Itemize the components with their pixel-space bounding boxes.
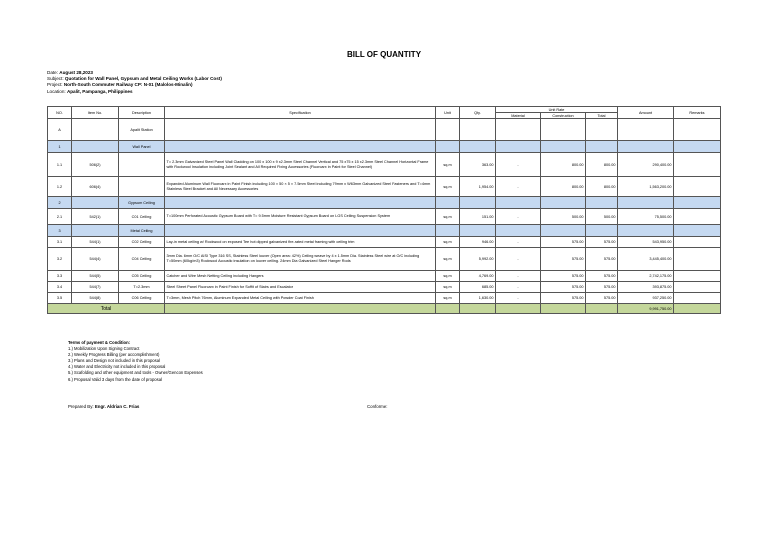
- row-construction: 575.00: [541, 248, 586, 271]
- row-amount: 393,875.00: [618, 282, 674, 293]
- section-empty-cell: [586, 197, 618, 209]
- table-row: [48, 153, 721, 177]
- row-total: 575.00: [586, 271, 618, 282]
- section-empty-cell: [496, 141, 541, 153]
- payment-term-item: 1.) Mobilization Upon Signing Contract: [68, 346, 140, 352]
- section-no: 3: [48, 225, 72, 237]
- row-specification: 3mm Dia. 6mm O/C AISI Type 316 SS, Stainless Steel louver (Open area: 42%) Ceiling weave by 4 x 1.5mm Dia. Stainless Steel wire at O/C including T=50mm (60kg/m3) Rockwool Acoustic insulation on louver ceiling. 24mm Dia Galvanized Steel Hanger Rods: [165, 248, 436, 271]
- row-construction: 800.00: [541, 177, 586, 197]
- row-amount: 543,950.00: [618, 237, 674, 248]
- section-empty-cell: [618, 225, 674, 237]
- col-header-remarks: Remarks: [674, 107, 721, 119]
- total-empty-cell: [436, 304, 460, 314]
- prepared-by-label: Prepared By:: [68, 404, 94, 409]
- total-row: [48, 304, 721, 314]
- row-description: C04 Ceiling: [119, 248, 165, 271]
- row-specification: Lay-in metal ceiling w/ Rockwool on exposed Tee hot dipped galvanized fire-rated metal framing with ceiling trim: [165, 237, 436, 248]
- col-header-unit: Unit: [436, 107, 460, 119]
- table-row: [48, 237, 721, 248]
- row-no: 3.2: [48, 248, 72, 271]
- row-material: -: [496, 153, 541, 177]
- row-specification: Catcher and Wire Mesh Netting Ceiling including Hangers: [165, 271, 436, 282]
- section-empty-cell: [618, 197, 674, 209]
- row-item-no: 544(1): [72, 237, 119, 248]
- row-remarks: [674, 153, 721, 177]
- row-qty: 5,992.00: [460, 248, 496, 271]
- row-no: 3.5: [48, 293, 72, 304]
- section-empty-cell: [436, 225, 460, 237]
- row-total: 575.00: [586, 237, 618, 248]
- total-empty-cell: [541, 304, 586, 314]
- row-item-no: 606(4): [72, 177, 119, 197]
- row-construction: 575.00: [541, 271, 586, 282]
- page-title: BILL OF QUANTITY: [346, 50, 422, 59]
- section-description: Wall Panel: [119, 141, 165, 153]
- row-remarks: [674, 209, 721, 225]
- row-material: -: [496, 209, 541, 225]
- section-no: 1: [48, 141, 72, 153]
- col-header-specification: Specification: [165, 107, 436, 119]
- row-construction: 575.00: [541, 282, 586, 293]
- row-no: 3.4: [48, 282, 72, 293]
- section-empty-cell: [436, 141, 460, 153]
- section-empty-cell: [460, 225, 496, 237]
- section-empty-cell: [72, 141, 119, 153]
- row-total: 800.00: [586, 153, 618, 177]
- row-material: -: [496, 282, 541, 293]
- col-header-description: Description: [119, 107, 165, 119]
- bill-of-quantity-table: [47, 106, 721, 314]
- section-empty-cell: [165, 141, 436, 153]
- row-description: [119, 153, 165, 177]
- row-total: 575.00: [586, 282, 618, 293]
- row-construction: 800.00: [541, 153, 586, 177]
- section-empty-cell: [674, 197, 721, 209]
- total-empty-cell: [586, 304, 618, 314]
- row-description: C05 Ceiling: [119, 271, 165, 282]
- section-row: [48, 197, 721, 209]
- row-unit: sq.m: [436, 177, 460, 197]
- table-row: [48, 282, 721, 293]
- col-header-qty: Qty.: [460, 107, 496, 119]
- row-specification: T=3mm, Mesh Pitch 76mm, Aluminum Expanded Metal Ceiling with Powder Coat Finish: [165, 293, 436, 304]
- row-qty: 1,630.00: [460, 293, 496, 304]
- row-unit: sq.m: [436, 209, 460, 225]
- section-no: 2: [48, 197, 72, 209]
- table-row: [48, 293, 721, 304]
- table-row: [48, 271, 721, 282]
- section-empty-cell: [541, 225, 586, 237]
- payment-terms-title: Terms of payment & Condition:: [68, 340, 131, 345]
- station-description: Apalit Station: [119, 119, 165, 141]
- row-qty: 946.00: [460, 237, 496, 248]
- total-empty-cell: [674, 304, 721, 314]
- col-header-material: Material: [496, 113, 541, 119]
- row-amount: 75,500.00: [618, 209, 674, 225]
- row-item-no: 542(1): [72, 209, 119, 225]
- row-item-no: 544(7): [72, 282, 119, 293]
- row-amount: 1,563,200.00: [618, 177, 674, 197]
- row-description: C06 Ceiling: [119, 293, 165, 304]
- col-header-amount: Amount: [618, 107, 674, 119]
- row-no: 1.1: [48, 153, 72, 177]
- section-empty-cell: [496, 197, 541, 209]
- section-description: Metal Ceiling: [119, 225, 165, 237]
- payment-term-item: 6.) Proposal Valid 3 days from the date of proposal: [68, 376, 162, 382]
- total-empty-cell: [496, 304, 541, 314]
- row-remarks: [674, 282, 721, 293]
- section-empty-cell: [586, 141, 618, 153]
- section-row: [48, 225, 721, 237]
- prepared-by-name: Engr. Aldrian C. Frias: [94, 404, 140, 409]
- row-remarks: [674, 293, 721, 304]
- row-total: 575.00: [586, 293, 618, 304]
- row-total: 500.00: [586, 209, 618, 225]
- row-unit: sq.m: [436, 282, 460, 293]
- prepared-by: [68, 404, 139, 409]
- section-row: [48, 141, 721, 153]
- row-construction: 500.00: [541, 209, 586, 225]
- row-description: T=2.3mm: [119, 282, 165, 293]
- section-empty-cell: [72, 225, 119, 237]
- row-specification: Steel Sheet Panel Fluorcarx in Paint Finish for Soffit of Stairs and Escalator: [165, 282, 436, 293]
- payment-terms: [68, 340, 203, 383]
- row-material: -: [496, 248, 541, 271]
- row-remarks: [674, 271, 721, 282]
- section-empty-cell: [618, 141, 674, 153]
- row-material: -: [496, 237, 541, 248]
- row-amount: 290,400.00: [618, 153, 674, 177]
- row-item-no: 544(8): [72, 293, 119, 304]
- row-no: 3.1: [48, 237, 72, 248]
- table-row: [48, 177, 721, 197]
- total-empty-cell: [165, 304, 436, 314]
- row-construction: 575.00: [541, 293, 586, 304]
- row-specification: Expanded Aluminum Wall Fluorcarx in Paint Finish including 100 × 50 × 5 × 7.5mm Steel including 79mm x W63mm Galvanized Steel Fasteners and T=4mm Stainless Steel Bracket and All Necessary Accessories: [165, 177, 436, 197]
- station-row: [48, 119, 721, 141]
- row-unit: sq.m: [436, 237, 460, 248]
- row-description: C02 Ceiling: [119, 237, 165, 248]
- row-amount: 937,250.00: [618, 293, 674, 304]
- table-header-row: [48, 107, 721, 113]
- payment-term-item: 5.) Scafolding and other equipment and tools - Owner/Gencon Expenses: [68, 370, 203, 376]
- meta-subject: Subject: Quotation for Wall Panel, Gypsum and Metal Ceiling Works (Labor Cost): [47, 76, 222, 82]
- meta-date: Date: August 28,2023: [47, 70, 93, 75]
- total-amount: 9,991,750.00: [618, 304, 674, 314]
- row-no: 1.2: [48, 177, 72, 197]
- row-remarks: [674, 177, 721, 197]
- meta-location: Location: Apalit, Pampanga, Philippines: [47, 88, 133, 94]
- table-row: [48, 248, 721, 271]
- row-unit: sq.m: [436, 271, 460, 282]
- row-material: -: [496, 177, 541, 197]
- row-total: 575.00: [586, 248, 618, 271]
- conforme-label: Conforme:: [367, 404, 388, 409]
- col-header-unit-rate: Unit Rate: [496, 107, 618, 113]
- payment-term-item: 2.) Weekly Progress Billing (per accomplishment): [68, 352, 160, 358]
- row-item-no: 544(4): [72, 248, 119, 271]
- section-empty-cell: [541, 197, 586, 209]
- row-qty: 685.00: [460, 282, 496, 293]
- section-empty-cell: [72, 197, 119, 209]
- section-empty-cell: [674, 225, 721, 237]
- section-empty-cell: [436, 197, 460, 209]
- row-material: -: [496, 293, 541, 304]
- row-unit: sq.m: [436, 293, 460, 304]
- row-qty: 151.00: [460, 209, 496, 225]
- row-no: 2.1: [48, 209, 72, 225]
- section-empty-cell: [496, 225, 541, 237]
- total-label: Total: [48, 304, 165, 314]
- col-header-construction: Construction: [541, 113, 586, 119]
- row-remarks: [674, 248, 721, 271]
- col-header-item-no: Item No.: [72, 107, 119, 119]
- row-amount: 2,742,175.00: [618, 271, 674, 282]
- section-empty-cell: [460, 141, 496, 153]
- col-header-no: NO.: [48, 107, 72, 119]
- row-amount: 3,445,400.00: [618, 248, 674, 271]
- station-no: A: [48, 119, 72, 141]
- row-qty: 1,954.00: [460, 177, 496, 197]
- total-empty-cell: [460, 304, 496, 314]
- section-description: Gypsum Ceiling: [119, 197, 165, 209]
- meta-project: Project: North-South Commuter Railway CP: N-01 (Malolos-Minalin): [47, 82, 193, 88]
- row-no: 3.3: [48, 271, 72, 282]
- row-construction: 575.00: [541, 237, 586, 248]
- row-qty: 4,769.00: [460, 271, 496, 282]
- section-empty-cell: [586, 225, 618, 237]
- section-empty-cell: [541, 141, 586, 153]
- col-header-total: Total: [586, 113, 618, 119]
- row-description: C01 Ceiling: [119, 209, 165, 225]
- payment-term-item: 4.) Water and Electricity not included in this proposal: [68, 364, 166, 370]
- row-material: -: [496, 271, 541, 282]
- section-empty-cell: [165, 225, 436, 237]
- row-unit: sq.m: [436, 153, 460, 177]
- section-empty-cell: [674, 141, 721, 153]
- document-header-info: [47, 70, 222, 95]
- row-unit: sq.m: [436, 248, 460, 271]
- row-remarks: [674, 237, 721, 248]
- section-empty-cell: [165, 197, 436, 209]
- row-item-no: 506(2): [72, 153, 119, 177]
- row-item-no: 544(5): [72, 271, 119, 282]
- table-row: [48, 209, 721, 225]
- payment-term-item: 3.) Plans and Design not included in this proposal: [68, 358, 160, 364]
- row-specification: T= 2.3mm Galvanized Steel Panel Wall Cladding on 100 x 100 x 9 x2.3mm Steel Channel Vertical and 75 x75 x 15 x2.3mm Steel Channel Horizontal Frame with Rockwool Insulation including Joint Sealant and All Required Fixing Accessories (Fluorcarx in Paint for Steel Channel): [165, 153, 436, 177]
- row-qty: 363.00: [460, 153, 496, 177]
- row-specification: T=100mm Perforated Acoustic Gypsum Board with T= 9.5mm Moisture Resistant Gypsum Board on LGS Ceiling Suspension System: [165, 209, 436, 225]
- row-description: [119, 177, 165, 197]
- section-empty-cell: [460, 197, 496, 209]
- row-total: 800.00: [586, 177, 618, 197]
